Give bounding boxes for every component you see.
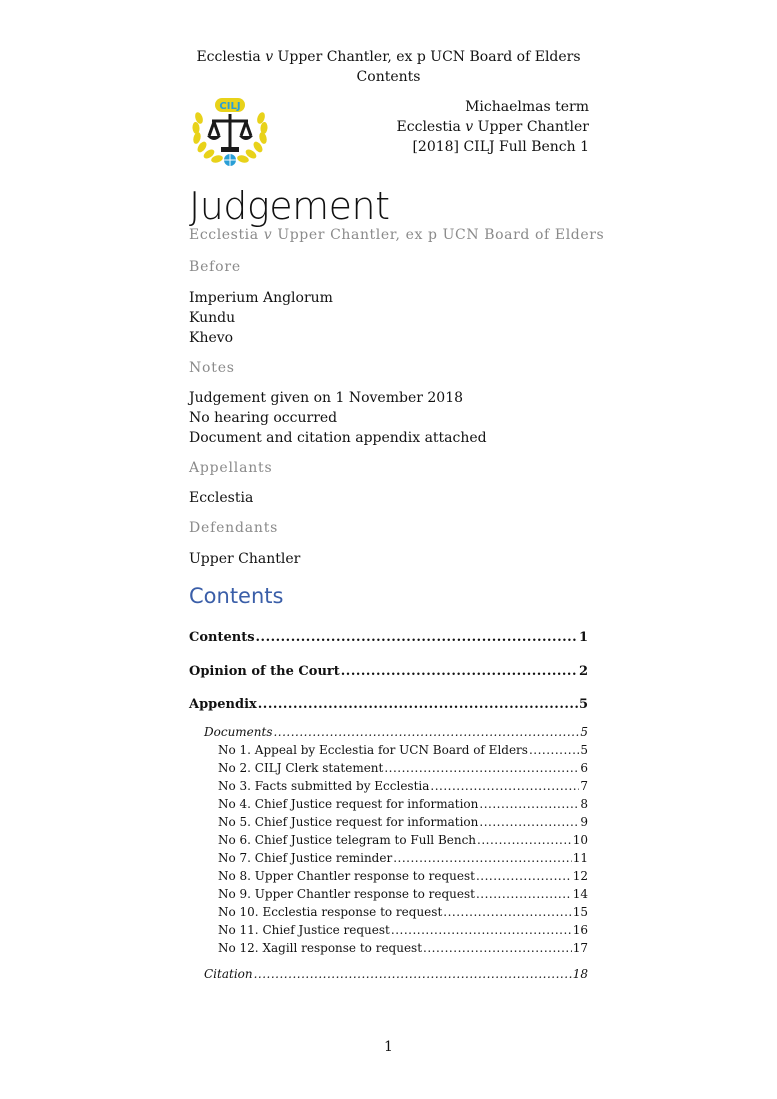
case-name: Ecclestia v Upper Chantler (396, 119, 589, 135)
toc-entry-appendix[interactable]: Appendix ..... 5 (189, 697, 588, 712)
toc-doc-item[interactable]: No 11. Chief Justice request ..... 16 (218, 923, 588, 937)
note-line: Document and citation appendix attached (189, 430, 487, 446)
running-header (0, 47, 777, 87)
note-line: No hearing occurred (189, 410, 338, 426)
before-list (189, 288, 333, 348)
page-title: Judgement (189, 184, 390, 228)
toc-doc-item[interactable]: No 9. Upper Chantler response to request ..... 14 (218, 887, 588, 901)
defendants-label: Defendants (189, 520, 279, 536)
term: Michaelmas term (465, 99, 589, 115)
toc-doc-item[interactable]: No 4. Chief Justice request for information ..... 8 (218, 797, 588, 811)
appellants-label: Appellants (189, 460, 273, 476)
judge-name: Imperium Anglorum (189, 290, 333, 306)
toc-doc-item[interactable]: No 8. Upper Chantler response to request ..... 12 (218, 869, 588, 883)
toc-doc-item[interactable]: No 3. Facts submitted by Ecclestia ..... 7 (218, 779, 588, 793)
toc-doc-item[interactable]: No 2. CILJ Clerk statement ..... 6 (218, 761, 588, 775)
case-meta (397, 97, 589, 157)
toc-doc-item[interactable]: No 5. Chief Justice request for information ..... 9 (218, 815, 588, 829)
notes-list (189, 388, 487, 448)
cilj-logo (190, 96, 270, 172)
appellant: Ecclestia (189, 490, 254, 506)
contents-heading: Contents (189, 584, 284, 608)
page-number: 1 (384, 1039, 393, 1055)
judge-name: Khevo (189, 330, 234, 346)
running-header-section: Contents (356, 69, 421, 85)
toc-doc-item[interactable]: No 7. Chief Justice reminder ..... 11 (218, 851, 588, 865)
toc-doc-item[interactable]: No 12. Xagill response to request ..... 17 (218, 941, 588, 955)
toc-entry-opinion[interactable]: Opinion of the Court ..... 2 (189, 664, 588, 679)
svg-text:CILJ: CILJ (219, 101, 241, 112)
note-line: Judgement given on 1 November 2018 (189, 390, 464, 406)
toc-entry-documents[interactable]: Documents ..... 5 (204, 725, 588, 739)
notes-label: Notes (189, 360, 235, 376)
toc-doc-item[interactable]: No 1. Appeal by Ecclestia for UCN Board of Elders ..... 5 (218, 743, 588, 757)
toc-entry-citation[interactable]: Citation ..... 18 (204, 967, 588, 981)
toc-doc-item[interactable]: No 6. Chief Justice telegram to Full Bench ..... 10 (218, 833, 588, 847)
case-citation: [2018] CILJ Full Bench 1 (412, 139, 589, 155)
defendant: Upper Chantler (189, 551, 301, 567)
page-subtitle: Ecclestia v Upper Chantler, ex p UCN Board of Elders (189, 227, 605, 243)
running-header-title: Ecclestia v Upper Chantler, ex p UCN Board of Elders (196, 49, 581, 65)
before-label: Before (189, 259, 241, 275)
toc-entry-contents[interactable]: Contents ..... 1 (189, 630, 588, 645)
toc-doc-item[interactable]: No 10. Ecclestia response to request ..... 15 (218, 905, 588, 919)
judge-name: Kundu (189, 310, 236, 326)
